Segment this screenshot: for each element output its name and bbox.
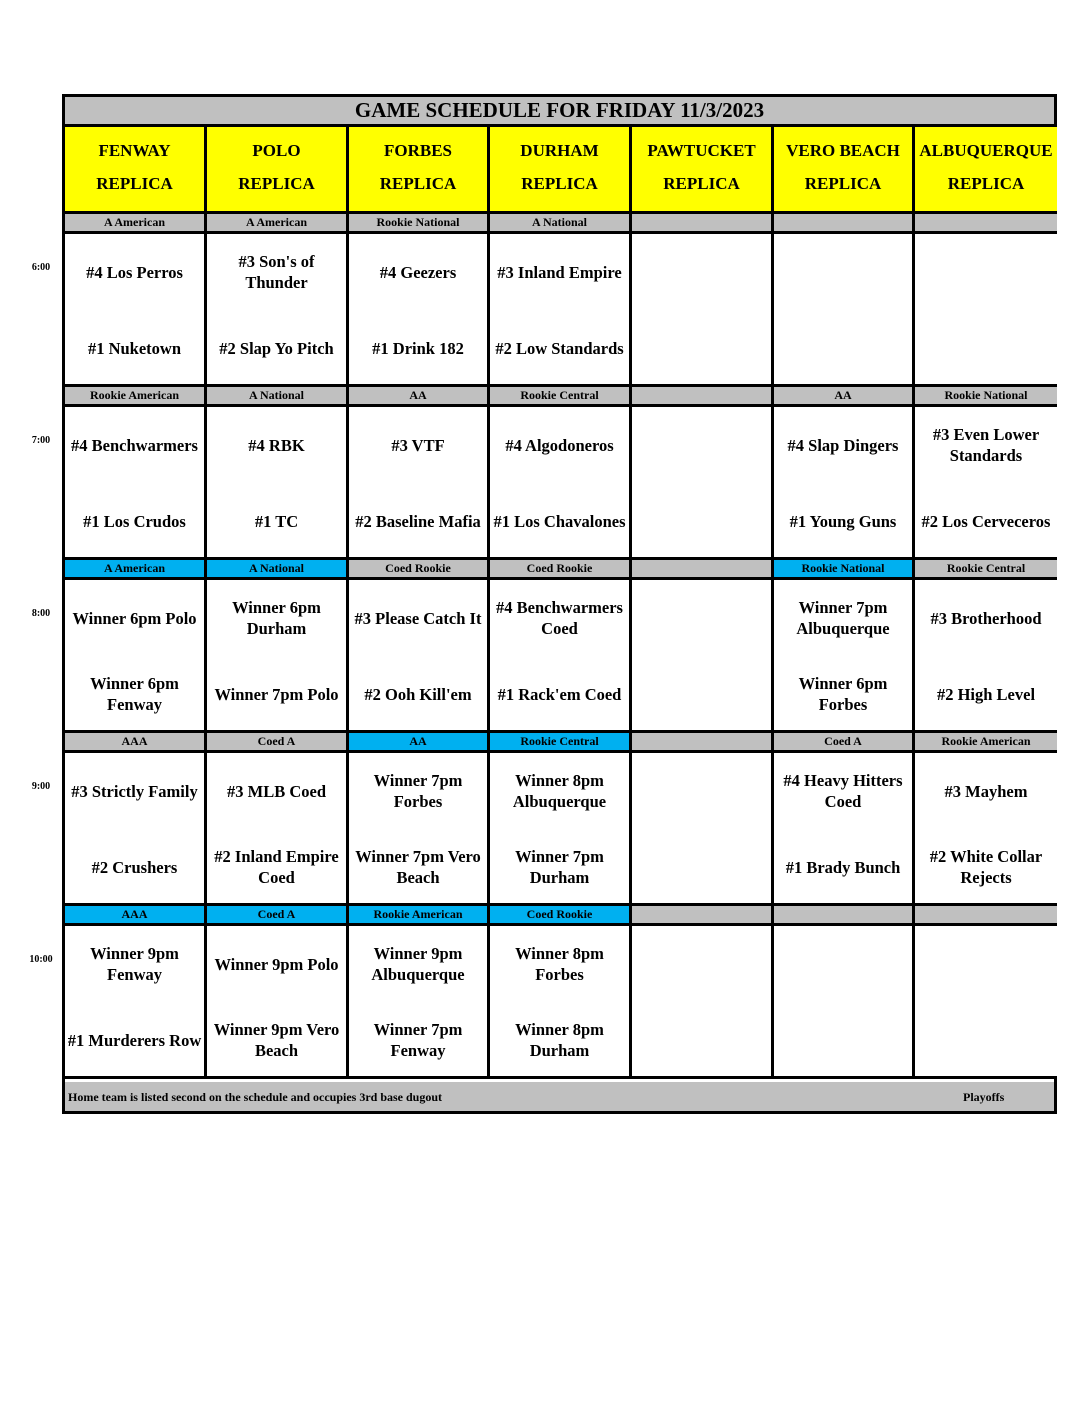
away-team: #4 Slap Dingers bbox=[787, 435, 899, 455]
home-team: Winner 6pm Fenway bbox=[90, 674, 179, 714]
game-cell bbox=[915, 580, 1057, 733]
home-team bbox=[632, 499, 771, 543]
away-team: Winner 9pm Polo bbox=[214, 954, 339, 974]
division-label: AAA bbox=[65, 906, 207, 926]
away-team: Winner 8pm Forbes bbox=[515, 944, 604, 984]
home-team: #2 Low Standards bbox=[495, 338, 624, 358]
game-cell bbox=[207, 234, 349, 387]
division-label bbox=[774, 214, 915, 234]
game-cell bbox=[490, 407, 632, 560]
field-header-polo bbox=[207, 127, 349, 214]
home-team: Winner 7pm Vero Beach bbox=[355, 847, 481, 887]
field-header-pawtucket bbox=[632, 127, 774, 214]
home-team-note: Home team is listed second on the schedule and occupies 3rd base dugout bbox=[68, 1090, 443, 1104]
field-name: DURHAM bbox=[520, 141, 599, 160]
game-cell bbox=[632, 407, 774, 560]
division-label bbox=[632, 214, 774, 234]
away-team: Winner 9pm Fenway bbox=[90, 944, 179, 984]
division-label: Rookie American bbox=[65, 387, 207, 407]
field-subtitle: REPLICA bbox=[96, 174, 173, 193]
division-label: Rookie American bbox=[915, 733, 1057, 753]
division-label bbox=[632, 560, 774, 580]
home-team bbox=[632, 326, 771, 370]
away-team: Winner 6pm Polo bbox=[72, 608, 197, 628]
game-cell bbox=[65, 926, 207, 1079]
away-team: #3 MLB Coed bbox=[227, 781, 326, 801]
division-label: Rookie Central bbox=[915, 560, 1057, 580]
game-cell bbox=[632, 234, 774, 387]
away-team: #3 Strictly Family bbox=[71, 781, 198, 801]
away-team bbox=[915, 942, 1057, 986]
home-team: #2 Ooh Kill'em bbox=[364, 684, 472, 704]
game-cell bbox=[65, 580, 207, 733]
field-subtitle: REPLICA bbox=[947, 174, 1025, 193]
division-label: A National bbox=[207, 387, 349, 407]
playoffs-label: Playoffs bbox=[963, 1090, 1005, 1104]
home-team: #1 Los Crudos bbox=[83, 511, 186, 531]
away-team: Winner 9pm Albuquerque bbox=[371, 944, 465, 984]
schedule-title: GAME SCHEDULE FOR FRIDAY 11/3/2023 bbox=[65, 97, 1054, 127]
game-cell bbox=[915, 753, 1057, 906]
away-team: Winner 7pm Forbes bbox=[373, 771, 463, 811]
away-team bbox=[632, 423, 771, 467]
game-cell bbox=[490, 753, 632, 906]
away-team: #3 Please Catch It bbox=[354, 608, 482, 628]
home-team: Winner 7pm Fenway bbox=[373, 1020, 463, 1060]
game-cell bbox=[915, 407, 1057, 560]
away-team: #4 Geezers bbox=[379, 262, 457, 282]
game-cell bbox=[490, 926, 632, 1079]
field-header-durham bbox=[490, 127, 632, 214]
home-team: Winner 6pm Forbes bbox=[798, 674, 888, 714]
home-team: #2 White Collar Rejects bbox=[929, 847, 1043, 887]
field-header-forbes bbox=[349, 127, 490, 214]
away-team: #3 Even Lower Standards bbox=[932, 425, 1040, 465]
home-team: #1 Young Guns bbox=[789, 511, 897, 531]
game-cell bbox=[774, 753, 915, 906]
away-team: #3 Brotherhood bbox=[930, 608, 1042, 628]
field-subtitle: REPLICA bbox=[238, 174, 315, 193]
away-team: #4 Benchwarmers Coed bbox=[496, 598, 623, 638]
division-label bbox=[915, 214, 1057, 234]
division-label: Coed A bbox=[207, 906, 349, 926]
away-team: #3 Mayhem bbox=[944, 781, 1028, 801]
game-cell bbox=[490, 580, 632, 733]
away-team bbox=[774, 250, 912, 294]
home-team: #1 Los Chavalones bbox=[493, 511, 626, 531]
division-label: A American bbox=[65, 560, 207, 580]
home-team: Winner 9pm Vero Beach bbox=[213, 1020, 340, 1060]
field-header-albuquerque bbox=[915, 127, 1057, 214]
schedule-sheet bbox=[62, 94, 1057, 1114]
game-cell bbox=[207, 926, 349, 1079]
division-label bbox=[774, 906, 915, 926]
division-label bbox=[632, 733, 774, 753]
division-label: AA bbox=[349, 387, 490, 407]
away-team bbox=[632, 769, 771, 813]
home-team: #2 Los Cerveceros bbox=[921, 511, 1051, 531]
field-header-vero-beach bbox=[774, 127, 915, 214]
field-name: FENWAY bbox=[98, 141, 171, 160]
game-cell bbox=[349, 234, 490, 387]
division-label: AA bbox=[349, 733, 490, 753]
field-name: FORBES bbox=[383, 141, 453, 160]
time-slot-label: 8:00 bbox=[31, 608, 51, 619]
away-team: #4 Algodoneros bbox=[505, 435, 614, 455]
field-header-fenway bbox=[65, 127, 207, 214]
home-team bbox=[774, 1018, 912, 1062]
division-label: Rookie Central bbox=[490, 387, 632, 407]
home-team bbox=[915, 326, 1057, 370]
home-team: #2 Crushers bbox=[91, 857, 178, 877]
division-label: Coed Rookie bbox=[490, 906, 632, 926]
away-team: Winner 6pm Durham bbox=[232, 598, 321, 638]
game-cell bbox=[65, 753, 207, 906]
away-team bbox=[632, 942, 771, 986]
game-cell bbox=[207, 407, 349, 560]
division-label: A National bbox=[490, 214, 632, 234]
away-team bbox=[915, 250, 1057, 294]
home-team: Winner 7pm Polo bbox=[214, 684, 339, 704]
away-team: #4 Heavy Hitters Coed bbox=[783, 771, 903, 811]
home-team bbox=[632, 845, 771, 889]
division-label: AA bbox=[774, 387, 915, 407]
game-cell bbox=[65, 407, 207, 560]
division-label: Rookie Central bbox=[490, 733, 632, 753]
away-team: Winner 8pm Albuquerque bbox=[512, 771, 607, 811]
field-subtitle: REPLICA bbox=[379, 174, 457, 193]
field-name: PAWTUCKET bbox=[647, 141, 756, 160]
home-team: Winner 7pm Durham bbox=[515, 847, 604, 887]
home-team: #1 Murderers Row bbox=[67, 1030, 202, 1050]
division-label: Rookie National bbox=[915, 387, 1057, 407]
away-team: #3 Son's of Thunder bbox=[238, 252, 315, 292]
game-cell bbox=[774, 234, 915, 387]
home-team: #1 Rack'em Coed bbox=[497, 684, 622, 704]
time-slot-label: 6:00 bbox=[31, 262, 51, 273]
field-name: VERO BEACH bbox=[786, 141, 900, 160]
game-cell bbox=[774, 926, 915, 1079]
time-slot-label: 10:00 bbox=[29, 954, 53, 965]
away-team: Winner 7pm Albuquerque bbox=[796, 598, 890, 638]
home-team: #2 Slap Yo Pitch bbox=[219, 338, 334, 358]
home-team bbox=[632, 672, 771, 716]
time-slot-label: 7:00 bbox=[31, 435, 51, 446]
home-team bbox=[632, 1018, 771, 1062]
away-team: #3 VTF bbox=[391, 435, 445, 455]
division-label: A American bbox=[65, 214, 207, 234]
division-label: Coed Rookie bbox=[349, 560, 490, 580]
division-label bbox=[632, 387, 774, 407]
field-name: ALBUQUERQUE bbox=[919, 141, 1053, 160]
division-label: A National bbox=[207, 560, 349, 580]
division-label: Coed A bbox=[207, 733, 349, 753]
game-cell bbox=[915, 926, 1057, 1079]
away-team: #4 Los Perros bbox=[86, 262, 183, 282]
home-team: #2 Baseline Mafia bbox=[355, 511, 481, 531]
game-cell bbox=[349, 926, 490, 1079]
game-cell bbox=[774, 580, 915, 733]
home-team: #1 Brady Bunch bbox=[785, 857, 901, 877]
home-team bbox=[774, 326, 912, 370]
game-cell bbox=[207, 753, 349, 906]
away-team bbox=[774, 942, 912, 986]
field-subtitle: REPLICA bbox=[804, 174, 882, 193]
time-slot-label: 9:00 bbox=[31, 781, 51, 792]
field-subtitle: REPLICA bbox=[663, 174, 740, 193]
schedule-footer bbox=[65, 1082, 1054, 1111]
away-team: #4 RBK bbox=[248, 435, 305, 455]
away-team: #4 Benchwarmers bbox=[71, 435, 198, 455]
game-cell bbox=[632, 580, 774, 733]
home-team: #1 Nuketown bbox=[87, 338, 182, 358]
home-team: #1 Drink 182 bbox=[372, 338, 464, 358]
division-label bbox=[915, 906, 1057, 926]
division-label: Coed Rookie bbox=[490, 560, 632, 580]
game-cell bbox=[349, 580, 490, 733]
home-team: #1 TC bbox=[254, 511, 299, 531]
division-label: Rookie American bbox=[349, 906, 490, 926]
field-subtitle: REPLICA bbox=[521, 174, 598, 193]
away-team: #3 Inland Empire bbox=[497, 262, 622, 282]
game-cell bbox=[915, 234, 1057, 387]
game-cell bbox=[774, 407, 915, 560]
home-team bbox=[915, 1018, 1057, 1062]
game-cell bbox=[632, 753, 774, 906]
game-cell bbox=[632, 926, 774, 1079]
game-cell bbox=[349, 753, 490, 906]
division-label: Rookie National bbox=[349, 214, 490, 234]
game-cell bbox=[349, 407, 490, 560]
division-label: A American bbox=[207, 214, 349, 234]
game-cell bbox=[490, 234, 632, 387]
away-team bbox=[632, 596, 771, 640]
field-name: POLO bbox=[252, 141, 301, 160]
game-cell bbox=[207, 580, 349, 733]
division-label bbox=[632, 906, 774, 926]
division-label: Rookie National bbox=[774, 560, 915, 580]
division-label: Coed A bbox=[774, 733, 915, 753]
game-cell bbox=[65, 234, 207, 387]
home-team: #2 High Level bbox=[936, 684, 1036, 704]
division-label: AAA bbox=[65, 733, 207, 753]
home-team: #2 Inland Empire Coed bbox=[214, 847, 339, 887]
home-team: Winner 8pm Durham bbox=[515, 1020, 604, 1060]
away-team bbox=[632, 250, 771, 294]
